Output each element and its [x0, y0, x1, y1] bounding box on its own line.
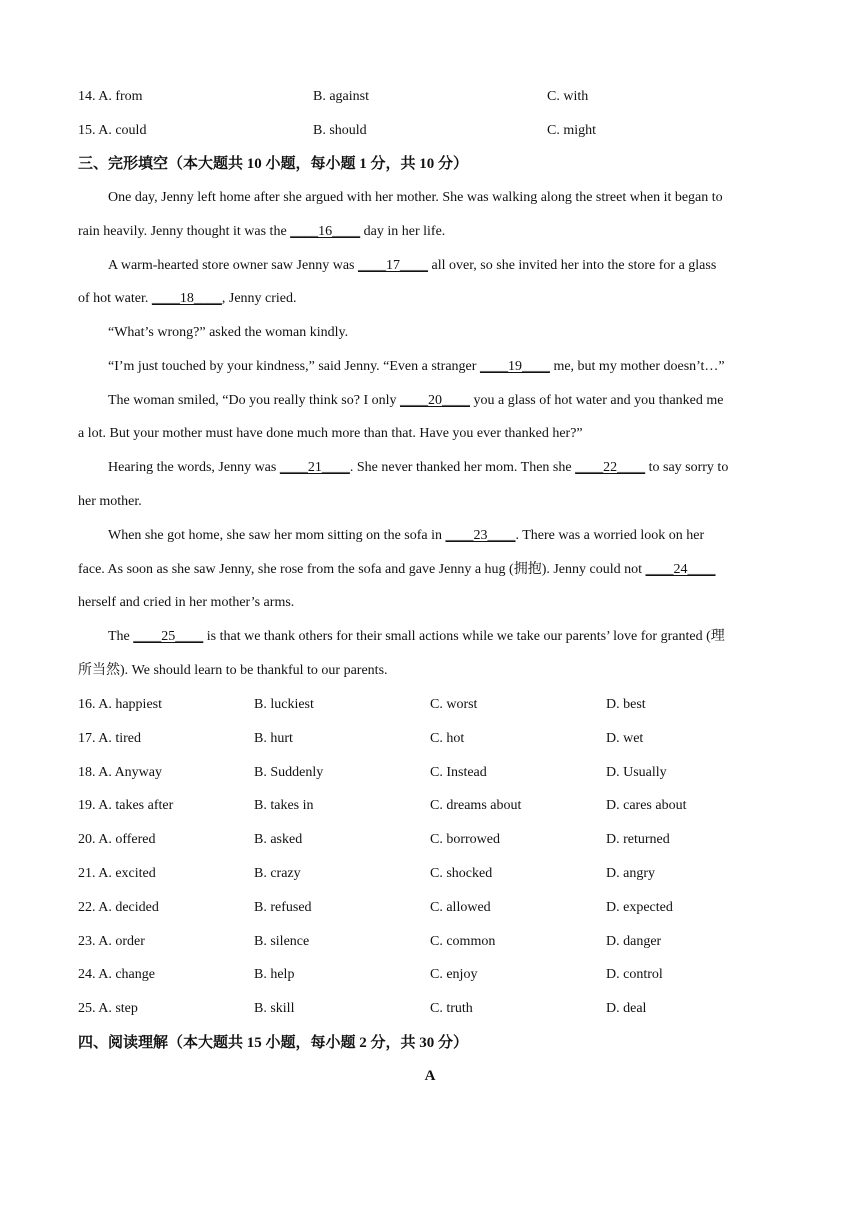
option-c: C. enjoy [430, 967, 478, 983]
option-a: 22. A. decided [78, 899, 159, 915]
option-c: C. shocked [430, 866, 493, 881]
blank-21: ____21____ [279, 460, 350, 475]
option-b: B. skill [254, 1001, 295, 1017]
blank-24: ____24____ [645, 562, 716, 577]
blank-16: ____16____ [290, 224, 361, 239]
blank-17: ____17____ [357, 258, 428, 273]
option-d: D. deal [606, 1001, 647, 1017]
passage-line [78, 289, 784, 309]
option-c: C. borrowed [430, 832, 500, 848]
option-b: B. takes in [254, 798, 314, 814]
passage-text: face. As soon as she saw Jenny, she rose from the sofa and gave Jenny a hug (拥抱). Jenny could not [78, 562, 646, 577]
passage-text: , Jenny cried. [221, 291, 297, 306]
option-d: D. wet [606, 730, 644, 746]
option-row [78, 729, 790, 749]
passage-text: rain heavily. Jenny thought it was the [78, 224, 291, 239]
passage-text: Hearing the words, Jenny was [108, 460, 280, 475]
option-b: B. asked [254, 832, 303, 848]
blank-18: ____18____ [151, 291, 222, 306]
passage-text: of hot water. [78, 291, 152, 306]
passage-line: 所当然). We should learn to be thankful to our parents. [78, 663, 388, 678]
option-a: 16. A. happiest [78, 697, 162, 712]
option-d: D. danger [606, 933, 662, 949]
passage-text: . There was a worried look on her [515, 528, 705, 543]
option-c: C. hot [430, 730, 465, 746]
blank-23: ____23____ [445, 528, 516, 543]
option-b: B. should [313, 123, 367, 138]
option-a: 24. A. change [78, 967, 155, 983]
option-c: C. Instead [430, 764, 487, 780]
option-row [78, 932, 790, 952]
passage-text: The [108, 629, 134, 644]
passage-text: “I’m just touched by your kindness,” said Jenny. “Even a stranger [108, 359, 480, 374]
passage-line: “What’s wrong?” asked the woman kindly. [108, 325, 349, 340]
option-a: 14. A. from [78, 89, 143, 104]
option-a: 18. A. Anyway [78, 764, 162, 780]
section-4-sub-a: A [424, 1068, 436, 1084]
option-b: B. Suddenly [254, 764, 324, 780]
option-b: B. refused [254, 899, 312, 915]
blank-25: ____25____ [133, 629, 204, 644]
option-d: D. best [606, 697, 646, 712]
passage-line: herself and cried in her mother’s arms. [78, 595, 295, 610]
blank-22: ____22____ [575, 460, 646, 475]
passage-line: One day, Jenny left home after she argued with her mother. She was walking along the street when it began to [108, 190, 723, 205]
option-c: C. might [547, 123, 597, 138]
option-c: C. with [547, 89, 589, 104]
option-row [78, 864, 790, 884]
passage-text: The woman smiled, “Do you really think so? I only [108, 393, 400, 408]
passage-line: a lot. But your mother must have done much more than that. Have you ever thanked her?” [78, 426, 583, 441]
passage-line [78, 526, 814, 546]
option-d: D. Usually [606, 764, 667, 780]
option-row [78, 830, 790, 850]
option-d: D. control [606, 967, 663, 983]
passage-text: day in her life. [360, 224, 446, 239]
option-a: 23. A. order [78, 933, 145, 949]
section-3-heading: 三、完形填空（本大题共 10 小题，每小题 1 分，共 10 分） [78, 156, 469, 172]
option-c: C. common [430, 933, 496, 949]
option-d: D. returned [606, 832, 670, 848]
passage-line [78, 391, 814, 411]
option-row [78, 965, 790, 985]
passage-line [78, 627, 814, 647]
passage-line [78, 560, 784, 580]
passage-line [78, 222, 784, 242]
passage-text: to say sorry to [645, 460, 729, 475]
option-a: 20. A. offered [78, 832, 156, 848]
blank-20: ____20____ [400, 393, 470, 408]
option-d: D. angry [606, 866, 655, 881]
blank-19: ____19____ [479, 359, 550, 374]
option-c: C. truth [430, 1001, 473, 1017]
option-d: D. expected [606, 899, 673, 915]
option-row [78, 999, 790, 1019]
passage-line [78, 256, 814, 276]
passage-line [78, 357, 814, 377]
passage-line [78, 458, 814, 478]
passage-text: A warm-hearted store owner saw Jenny was [108, 258, 358, 273]
option-c: C. allowed [430, 899, 491, 915]
option-row [78, 898, 790, 918]
option-row [78, 695, 790, 715]
section-4-heading: 四、阅读理解（本大题共 15 小题，每小题 2 分，共 30 分） [78, 1035, 469, 1051]
option-b: B. against [313, 89, 369, 104]
option-b: B. silence [254, 933, 310, 949]
option-b: B. crazy [254, 866, 301, 881]
passage-line: her mother. [78, 494, 142, 509]
option-row [78, 796, 790, 816]
passage-text: you a glass of hot water and you thanked me [470, 393, 724, 408]
option-a: 15. A. could [78, 123, 147, 138]
passage-text: all over, so she invited her into the store for a glass [427, 258, 717, 273]
passage-text: me, but my mother doesn’t…” [549, 359, 725, 374]
option-b: B. luckiest [254, 697, 314, 712]
option-c: C. worst [430, 697, 478, 712]
option-a: 21. A. excited [78, 866, 156, 881]
option-row [78, 763, 790, 783]
passage-text: When she got home, she saw her mom sitting on the sofa in [108, 528, 446, 543]
option-row-15 [78, 121, 790, 141]
passage-text: is that we thank others for their small actions while we take our parents’ love for granted (理 [203, 629, 725, 644]
option-c: C. dreams about [430, 798, 522, 814]
option-row-14 [78, 87, 790, 107]
option-d: D. cares about [606, 798, 687, 814]
option-b: B. help [254, 967, 295, 983]
option-a: 25. A. step [78, 1001, 138, 1017]
option-a: 17. A. tired [78, 730, 141, 746]
option-b: B. hurt [254, 730, 293, 746]
option-a: 19. A. takes after [78, 798, 174, 814]
passage-text: . She never thanked her mom. Then she [349, 460, 576, 475]
